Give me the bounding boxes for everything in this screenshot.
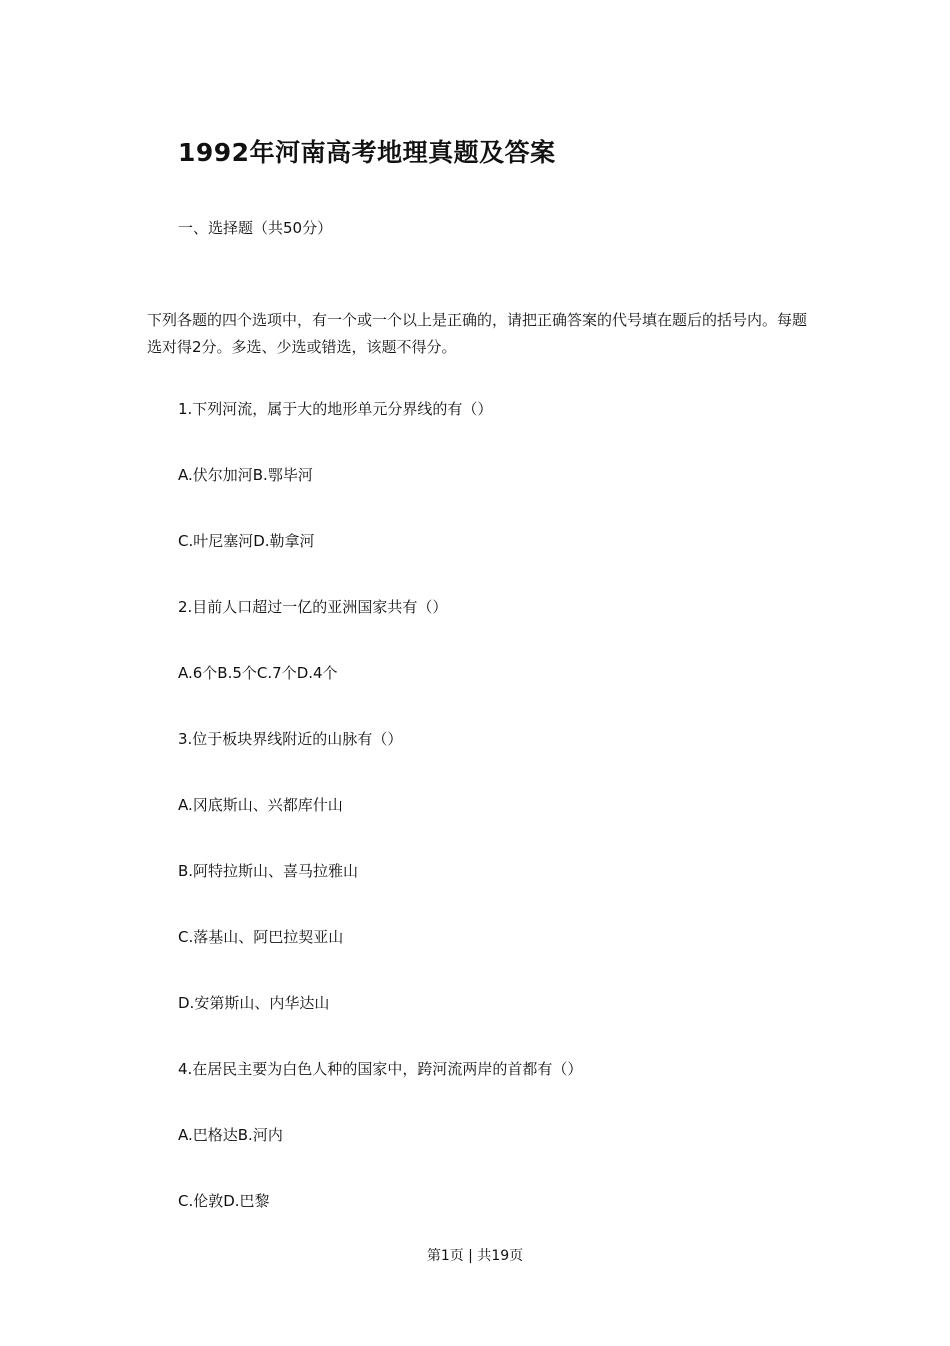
question-1: 1.下列河流，属于大的地形单元分界线的有（） <box>178 400 493 418</box>
question-1-options-ab: A.伏尔加河B.鄂毕河 <box>178 466 313 484</box>
question-3-option-d: D.安第斯山、内华达山 <box>178 994 330 1012</box>
question-3-option-c: C.落基山、阿巴拉契亚山 <box>178 928 344 946</box>
question-2: 2.目前人口超过一亿的亚洲国家共有（） <box>178 598 448 616</box>
document-title: 1992年河南高考地理真题及答案 <box>178 138 556 167</box>
question-4-options-ab: A.巴格达B.河内 <box>178 1126 283 1144</box>
question-3-option-b: B.阿特拉斯山、喜马拉雅山 <box>178 862 359 880</box>
question-2-options: A.6个B.5个C.7个D.4个 <box>178 664 338 682</box>
question-4-options-cd: C.伦敦D.巴黎 <box>178 1192 270 1210</box>
page-footer: 第1页 | 共19页 <box>426 1248 524 1264</box>
question-3-option-a: A.冈底斯山、兴都库什山 <box>178 796 343 814</box>
question-3: 3.位于板块界线附近的山脉有（） <box>178 730 403 748</box>
question-1-options-cd: C.叶尼塞河D.勒拿河 <box>178 532 315 550</box>
instructions-paragraph: 下列各题的四个选项中，有一个或一个以上是正确的，请把正确答案的代号填在题后的括号内。每题选对得2分。多选、少选或错选，该题不得分。 <box>147 311 808 356</box>
question-4: 4.在居民主要为白色人种的国家中，跨河流两岸的首都有（） <box>178 1060 583 1078</box>
section-heading: 一、选择题（共50分） <box>178 219 333 237</box>
